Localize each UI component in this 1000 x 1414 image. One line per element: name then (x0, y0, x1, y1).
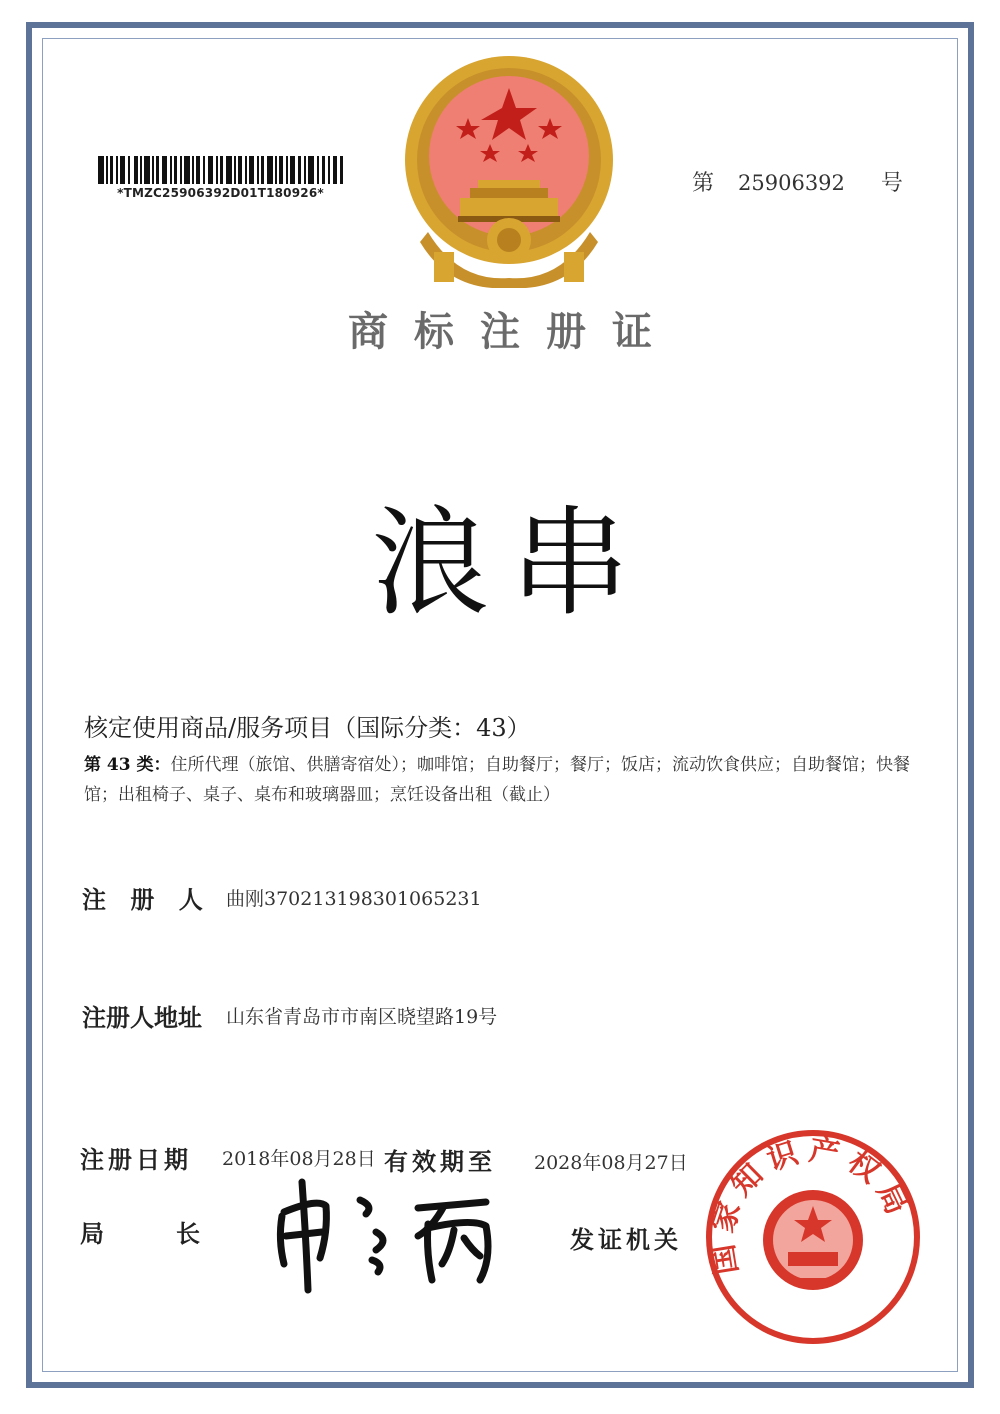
issuing-authority-label: 发证机关 (570, 1225, 682, 1254)
goods-services-heading: 核定使用商品/服务项目（国际分类：43） (84, 714, 531, 742)
address-value: 山东省青岛市市南区晓望路19号 (226, 1006, 498, 1028)
address-label: 注册人地址 (82, 1003, 202, 1032)
certificate-title: 商标注册证 (348, 308, 678, 355)
goods-items: 住所代理（旅馆、供膳寄宿处）；咖啡馆；自助餐厅；餐厅；饭店；流动饮食供应；自助餐馆；快餐馆；出租椅子、桌子、桌布和玻璃器皿；烹饪设备出租（截止） (84, 755, 910, 805)
registration-date-value: 2018年08月28日 (222, 1148, 376, 1170)
cert-no-suffix: 号 (880, 171, 903, 196)
valid-until-value: 2028年08月27日 (534, 1152, 688, 1174)
svg-text:国家知识产权局: 国家知识产权局 (704, 1132, 918, 1277)
cert-no-value: 25906392 (738, 171, 845, 195)
official-seal-icon (704, 1128, 922, 1346)
registration-date-label: 注册日期 (80, 1145, 192, 1174)
cert-no-prefix: 第 (692, 171, 715, 196)
certificate-number (692, 166, 922, 197)
director-label-2: 长 (176, 1219, 200, 1248)
valid-until-label: 有效期至 (384, 1147, 496, 1176)
goods-services-list (84, 750, 920, 810)
national-emblem-icon (398, 52, 620, 288)
trademark-name: 浪串 (370, 494, 651, 632)
barcode-number: *TMZC25906392D01T180926* (117, 186, 324, 200)
director-label-1: 局 (80, 1219, 104, 1248)
registrant-value: 曲刚370213198301065231 (226, 888, 482, 910)
director-signature (268, 1168, 528, 1298)
registrant-label: 注 册 人 (82, 885, 211, 914)
goods-class-label: 第 43 类： (84, 755, 171, 775)
